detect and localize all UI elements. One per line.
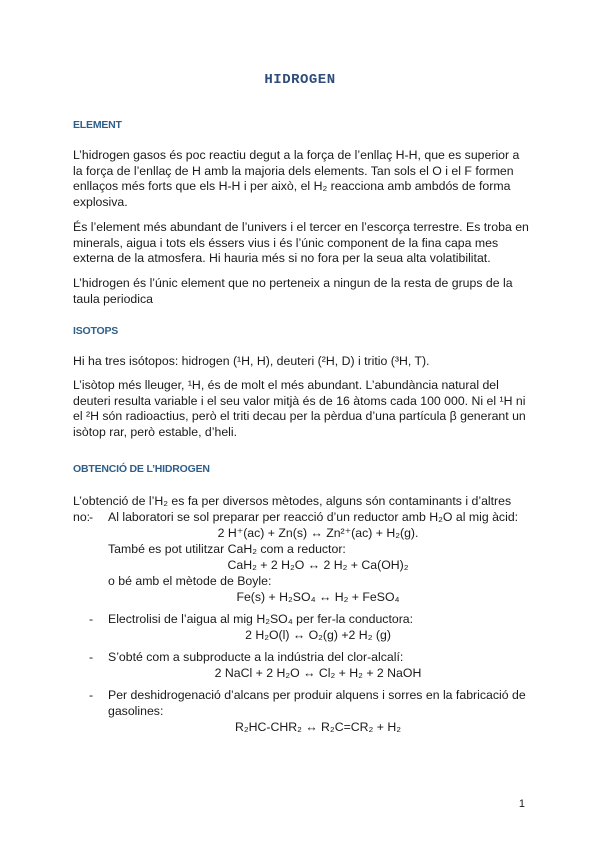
isotops-paragraph-2: L’isòtop més lleuger, ¹H, és de molt el més abundant. L’abundància natural del deuteri resulta variable i el seu valor mitjà és de 16 àtoms cada 100 000. Ni el ¹H ni el ²H són radioactius, però el triti decau per la pèrdua d’una partícula β generant un isòtop rar, però estable, d’heli.: [73, 378, 526, 439]
bullet-dash: -: [89, 650, 94, 664]
equation-electrolysis: 2 H₂O(l) ↔ O₂(g) +2 H₂ (g): [245, 628, 391, 642]
isotops-paragraph-1: Hi ha tres isótopos: hidrogen (¹H, H), deuteri (²H, D) i tritio (³H, T).: [73, 354, 430, 368]
bullet-dash: -: [89, 612, 94, 626]
equation-chlor-alkali: 2 NaCl + 2 H₂O ↔ Cl₂ + H₂ + 2 NaOH: [214, 666, 422, 680]
equation-dehydrogenation: R₂HC-CHR₂ ↔ R₂C=CR₂ + H₂: [235, 720, 401, 734]
page-number: 1: [518, 798, 525, 810]
method-1-text: Al laboratori se sol preparar per reacció d’un reductor amb H₂O al mig àcid:: [108, 510, 519, 524]
equation-boyle: Fe(s) + H₂SO₄ ↔ H₂ + FeSO₄: [236, 590, 400, 604]
obtencio-intro: L’obtenció de l’H₂ es fa per diversos mètodes, alguns són contaminants i d’altres no:: [73, 494, 512, 524]
element-paragraph-1: L’hidrogen gasos és poc reactiu degut a la força de l’enllaç H-H, que es superior a la força de l’enllaç de H amb la majoria dels elements. Tan sols el O i el F formen enllaços més forts que els H-H i per això, el H₂ reacciona amb ambdós de forma explosiva.: [73, 148, 520, 209]
element-paragraph-3: L’hidrogen és l’únic element que no perteneix a ningun de la resta de grups de la taula periodica: [73, 276, 513, 306]
equation-cah2: CaH₂ + 2 H₂O ↔ 2 H₂ + Ca(OH)₂: [227, 558, 409, 572]
method-1-text-3: o bé amb el mètode de Boyle:: [108, 574, 272, 588]
element-paragraph-2: És l’element més abundant de l’univers i el tercer en l’escorça terrestre. Es troba en minerals, aigua i tots els éssers vius i és l’únic component de la fina capa mes externa de la atmosfera. Hi hauria més si no fora per la seua alta volatibilitat.: [73, 220, 529, 266]
section-heading-element: ELEMENT: [73, 119, 122, 131]
method-1-text-2: També es pot utilitzar CaH₂ com a reductor:: [108, 542, 346, 556]
method-4-text: Per deshidrogenació d’alcans per produir alquens i sorres en la fabricació de gasolines:: [108, 688, 526, 718]
bullet-dash: -: [89, 510, 94, 524]
equation-zinc: 2 H⁺(ac) + Zn(s) ↔ Zn²⁺(ac) + H₂(g).: [217, 526, 419, 540]
method-2-text: Electrolisi de l’aigua al mig H₂SO₄ per fer-la conductora:: [108, 612, 414, 626]
page-title: HIDROGEN: [264, 72, 336, 88]
bullet-dash: -: [89, 688, 94, 702]
section-heading-isotops: ISOTOPS: [73, 325, 119, 337]
section-heading-obtencio: OBTENCIÓ DE L’HIDROGEN: [73, 463, 210, 475]
method-3-text: S’obté com a subproducte a la indústria del clor-alcalí:: [108, 650, 404, 664]
